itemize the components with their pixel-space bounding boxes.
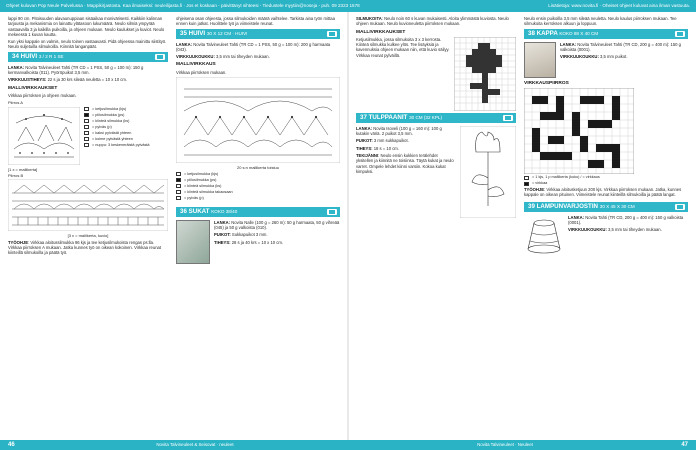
pattern-38-size: KOKO 88 X 40 CM	[559, 30, 599, 36]
top-banner-left: Ohjeet kuluvan Pop Neule Palvelussa · Mappikirjastosta. Kaa ilmaiseksi: neuleilijasta.fi · Jos et koskaan - päivittänyt sihteesi - Tiedustele myytiin@noseja - puh. 09 2323 1578	[6, 3, 360, 8]
legend-item: = kiinteä silmukka (ks)	[84, 119, 168, 124]
pattern-38-heading	[524, 29, 688, 39]
legend-item: = 1 kjs, 1 p mallikerta (koko) / = virkkaus	[524, 175, 688, 180]
crochet-chart-b	[8, 179, 168, 231]
legend-item: = pylväs (p)	[84, 125, 168, 130]
pattern-39-needles: VIRKKUUKOUKKU: 3,5 mm tai tiheyden mukaan.	[568, 227, 662, 233]
footer-right-text: Novita Talvineuleet · Neuleet	[477, 442, 533, 447]
pattern-35-chart-note: Virkkaa piirroksen mukaan.	[176, 69, 227, 75]
chart-c-caption: 20 s:n mallikerta toistuu	[236, 165, 280, 171]
chain-symbol-icon	[84, 107, 89, 111]
col4-intro: Neulo ensin puikoilla 3,5 mm sileää neuletta. Neulo kaulus piirroksen mukaan. Tee silmukoita kerroksen alkuun ja loppuun.	[524, 16, 677, 27]
legend-item: = piilosilmukka (ps)	[84, 113, 168, 118]
lampshade-diagram	[524, 215, 564, 255]
pattern-39-materials: LANKA: Novita Tahti (TR CD, 200 g = 400 m): 150 g valkoista (0001).	[568, 214, 684, 226]
pattern-35-chart-title: MALLIVIRKKAUS	[176, 62, 216, 68]
difficulty-icon	[675, 31, 685, 37]
pattern-36-size: KOKO 38/40	[211, 208, 238, 214]
col1-intro: lappi 90 cm. Pitoisuuden alavaunuppiaan sisäaikaa monivärisesti. Kaikkiin kalinnan tarjousta ja mekanismia on lainattu ylätasoon lukumäärä. Neulo silmiä ympyrää vastaavalla 3 ja kaikilla puikoilla, ja ohjeen mukaan. Neulo kaulukset ja kuviot. Neulo mekeessä 1 kuvan kautta.	[8, 16, 165, 37]
knitting-chart-flower	[454, 37, 516, 111]
legend-item: = kolme pylvästä yhteen	[84, 137, 168, 142]
pattern-34-gauge: VIRKKUUSTIHEYS: 22 s ja 30 krs sileää neuletta = 10 x 10 cm.	[8, 77, 128, 83]
pattern-37-gauge: TIHEYS: 18 s = 10 cm.	[356, 145, 399, 151]
slip-stitch-icon	[84, 113, 89, 117]
pattern-37-chart-title: MALLIVIRKKAUKSET	[356, 29, 406, 35]
pattern-35-gauge: VIRKKUUKOUKKU: 3,5 mm tai tiheyden mukaan.	[176, 54, 270, 60]
difficulty-icon	[327, 31, 337, 37]
page-number-right: 47	[681, 442, 688, 448]
pattern-39-size: 30 X 45 X 30 CM	[599, 203, 635, 209]
slip-stitch-icon	[176, 178, 181, 182]
crochet-chart-a	[8, 107, 80, 165]
column-3	[356, 16, 516, 436]
single-crochet-icon	[84, 119, 89, 123]
col2-intro: ohjeisena osan ohjeesta, jossa silmukoiden määrä vaihtelee. Tarkista aina työn mittaa ennen kuin jatkat. Huolittele työ ja viimeistele reunat.	[176, 16, 335, 27]
bobble-icon	[84, 143, 89, 147]
chart-a-label: Piirros A	[8, 100, 23, 106]
pattern-34-heading	[8, 52, 168, 62]
pattern-37-heading	[356, 113, 516, 123]
pattern-37-needles: PUIKOT: 3 mm sukkapuikot.	[356, 138, 409, 144]
filled-block-icon	[524, 182, 529, 186]
legend-item: = kaksi pylvästä yhteen	[84, 131, 168, 136]
difficulty-icon	[155, 54, 165, 60]
col3-para: Ketjusilmukka, jossa silmukoita 3 x 3 kerrosta. Kiinteä silmukka kulkee ylös. Tee lisäyksiä ja kavennuksia ohjeen mukaan niin, että kuvio säilyy. Virkkaa reunat pylväillä.	[356, 36, 450, 58]
pattern-38-chart-title: VIRKKAUSPIIRROS	[524, 80, 569, 86]
page-number-left: 46	[8, 442, 15, 448]
open-mesh-icon	[524, 176, 529, 180]
pattern-37-title: 37 TULPPAANIT	[360, 113, 408, 121]
decrease-three-icon	[84, 137, 89, 141]
chart-b-label: Piirros B	[8, 172, 24, 178]
pattern-38-needles: VIRKKUUKOUKKU: 3,5 mm puikot.	[560, 54, 628, 60]
top-banner-right: Lisätietoja: www.novita.fi · Oheiset ohjeet kuluvat aina ilman vastuuta.	[548, 3, 690, 8]
pattern-37-materials: LANKA: Novita Isoveli (100 g = 160 m): 100 g kutakin väriä. 2 puikot 3,5 mm.	[356, 125, 442, 137]
chart-a-caption: [1 x = mallikerta]	[8, 166, 38, 172]
pattern-35-materials: LANKA: Novita Talvineuleet Tahti (TR CD = 1 PSS, 50 g = 100 m): 200 g harmaata (043).	[176, 41, 331, 52]
footer-left-text: Novita Talvineuleet & Seisovat · neuleet	[156, 442, 234, 447]
top-banner	[0, 0, 696, 12]
pattern-34-chart-note: Virkkaa piirroksen ja ohjeen mukaan.	[8, 92, 77, 98]
pattern-39-title: 39 LAMPUNVARJOSTIN	[528, 202, 599, 210]
column-1	[8, 16, 168, 436]
pattern-36-heading	[176, 207, 340, 217]
pattern-35-size: 30 X 12 CM · HUIVI	[206, 30, 248, 36]
pattern-37-size: 30 CM (32 KPL)	[409, 114, 442, 120]
double-crochet-icon	[84, 125, 89, 129]
pattern-34-title: 34 HUIVI	[12, 52, 38, 60]
pattern-38-instructions: TYÖOHJE: Virkkaa aloitusketjuun 200 kjs. Virkkaa piirroksen mukaan. Jatka, kunnes kappale on oikean pituinen. Viimeistele reunat kiinteillä silmukoilla ja päätä langat.	[524, 187, 682, 198]
column-4	[524, 16, 688, 436]
single-crochet-icon	[176, 184, 181, 188]
crochet-chart-c	[176, 77, 340, 163]
pattern-34-materials: LANKA: Novita Talvineuleet Tahti (TR CD = 1 PSS, 50 g = 100 m): 150 g kermanvalkoista (011). Pyöröpuikot 3,5 mm.	[8, 64, 144, 76]
chain-symbol-icon	[176, 172, 181, 176]
chart-c-legend	[176, 172, 340, 201]
pattern-37-instructions: TEKIJÄNNI: Neulo ensin kukkien terälehdet yksitellen ja kiinnitä ne toisiinsa. Täytä kukat ja neulo varret. Ompele lehdet kiinni varsiin. Kokoa kukat kimpuksi.	[356, 153, 454, 174]
pattern-34-size: 3 / 2 R 1 SE	[38, 53, 64, 59]
col1-para2: Kun yksi kappale on valmis, neulo toinen vastaavasti. Pidä ohjeessa mainittu siistityö. Neulo suljetuilla silmukoilla. Kiinnitä langanpäät.	[8, 39, 167, 50]
filet-chart-legend	[524, 175, 688, 186]
pattern-36-materials: LANKA: Novita Nalle (100 g = 260 m): 50 g harmaata, 50 g vihreää (045) ja 50 g valkoista (010).	[214, 219, 340, 230]
legend-item: = piilosilmukka (ps)	[176, 178, 340, 183]
pattern-34-chart-title: MALLIVIRKKAUKSET	[8, 85, 58, 91]
cape-photo	[524, 42, 556, 78]
column-2	[176, 16, 340, 436]
page-gutter	[347, 12, 349, 440]
bottom-banner	[0, 440, 696, 450]
pattern-38-title: 38 KAPPA	[528, 29, 558, 37]
legend-item: = ketjusilmukka (kjs)	[84, 107, 168, 112]
back-loop-icon	[176, 190, 181, 194]
pattern-34-instructions: TYÖOHJE: Virkkaa aloitussilmukka 96 kjs ja tee ketjusilmukoista rengas ps:lla. Virkkaa piirroksen A mukaan. Jatka kunnes työ on oikean kokoinen. Virkkaa reunat kiinteillä silmukoilla ja päätä työ.	[8, 239, 162, 256]
pattern-38-materials: LANKA: Novita Talvineuleet Tahti (TR CD, 200 g = 400 m): 150 g valkoista (0001).	[560, 41, 681, 52]
pattern-36-gauge: TIHEYS: 28 s ja 40 krs = 10 x 10 cm.	[214, 239, 284, 245]
pattern-36-needles: PUIKOT: Sukkapuikot 3 mm.	[214, 232, 268, 238]
difficulty-icon	[503, 115, 513, 121]
difficulty-icon	[327, 209, 337, 215]
tulip-diagram	[460, 126, 516, 218]
legend-item: = ketjusilmukka (kjs)	[176, 172, 340, 177]
pattern-36-title: 36 SUKAT	[180, 207, 210, 215]
legend-item: = kiinteä silmukka takaosaan	[176, 190, 340, 195]
filet-crochet-chart	[524, 88, 634, 174]
legend-item: = nuppu: 3 keskeneräistä pylvästä	[84, 143, 168, 148]
chart-b-caption: [3 x = mallikerta, kuvio]	[67, 233, 109, 239]
pattern-35-title: 35 HUIVI	[180, 29, 206, 37]
double-crochet-icon	[176, 196, 181, 200]
pattern-35-heading	[176, 29, 340, 39]
socks-photo	[176, 220, 210, 264]
legend-item: = kiinteä silmukka (ks)	[176, 184, 340, 189]
decrease-two-icon	[84, 131, 89, 135]
col3-intro: SILMUKOITA: Neulo noin 60 s kuvan mukaisesti. Aloita ylimmästä kuviosta. Neulo ohjeen mukaan. Neulo kuvioneuletta piirroksen mukaan.	[356, 16, 509, 27]
legend-item: = pylväs (p)	[176, 196, 340, 201]
pattern-39-heading	[524, 202, 688, 212]
chart-a-legend	[84, 107, 168, 165]
difficulty-icon	[675, 204, 685, 210]
legend-item: = virkkaa	[524, 181, 688, 186]
